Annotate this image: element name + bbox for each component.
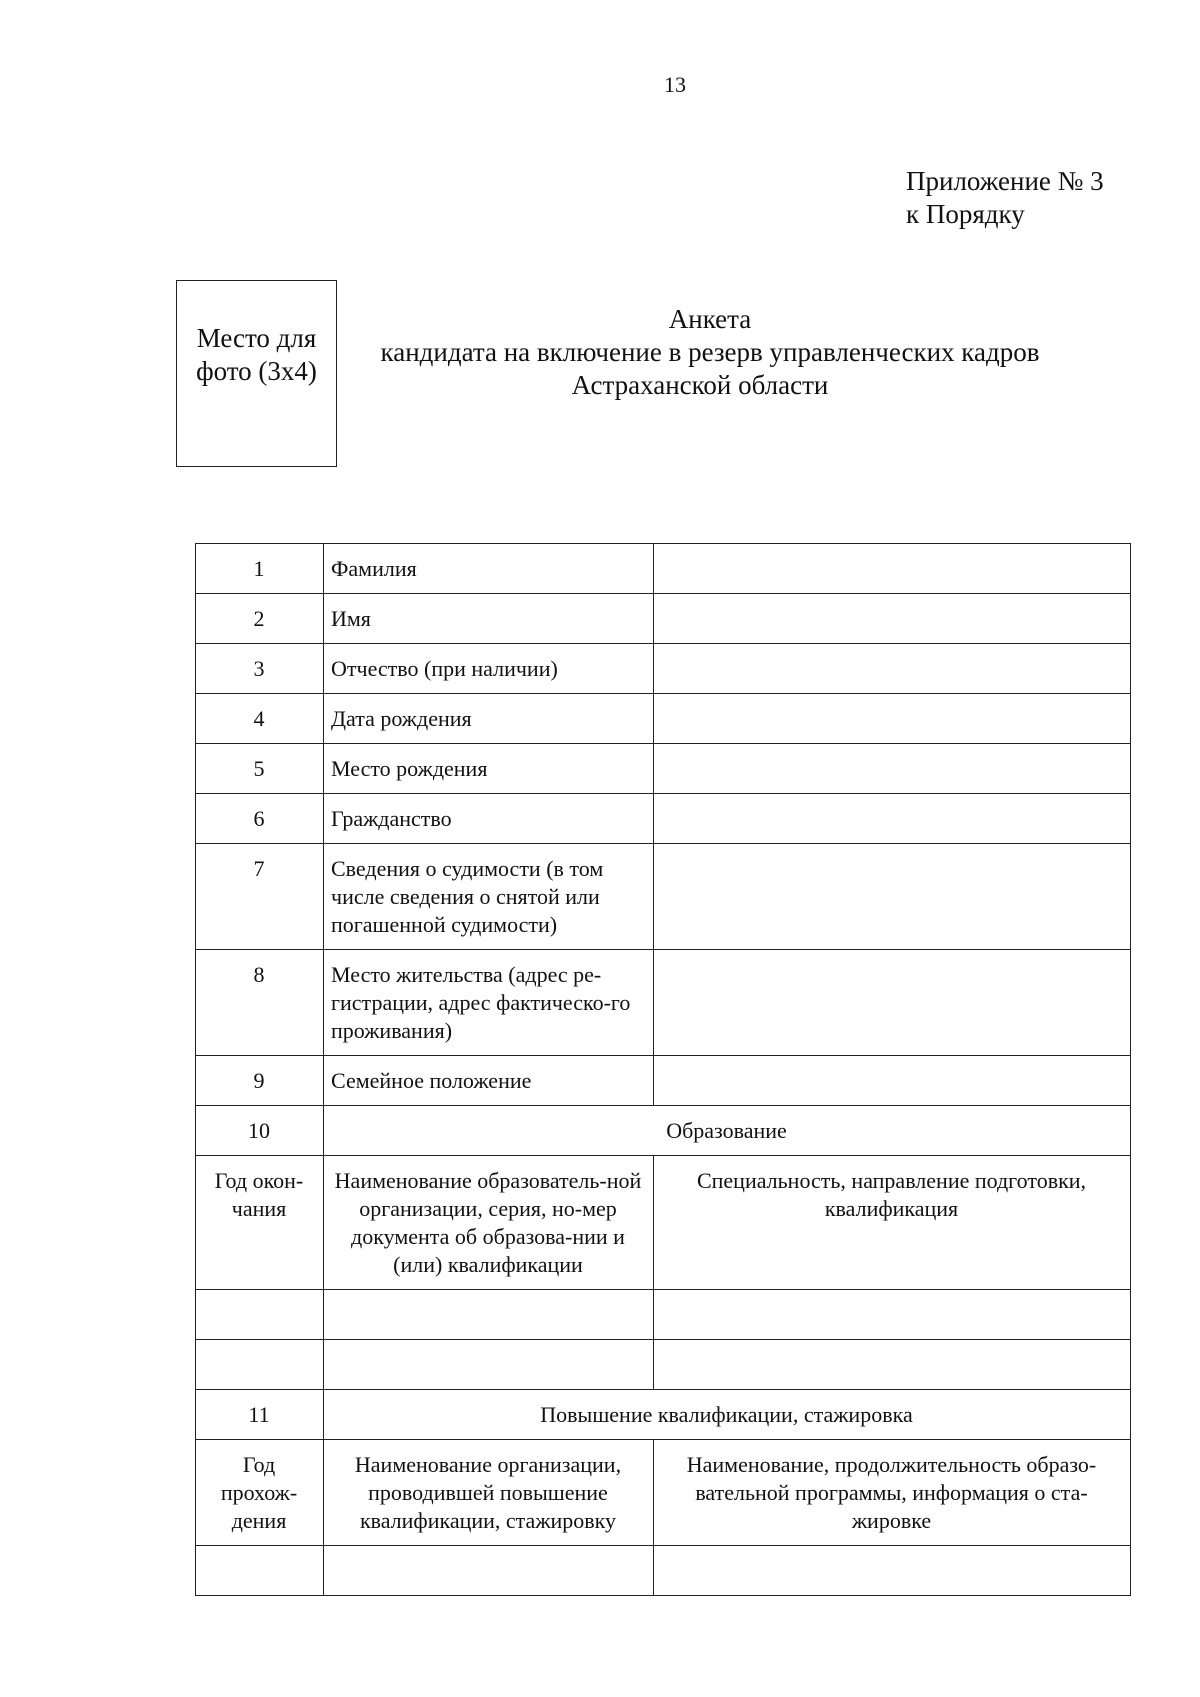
table-row (196, 594, 1131, 644)
answer-cell[interactable] (654, 1290, 1131, 1340)
table-row (196, 744, 1131, 794)
col-header-graduation-year: Год окон-чания (196, 1156, 324, 1290)
appendix-line-1: Приложение № 3 (906, 166, 1104, 196)
row-number: 9 (196, 1056, 324, 1106)
table-row (196, 844, 1131, 950)
appendix-line-2: к Порядку (906, 199, 1025, 229)
training-columns-row (196, 1440, 1131, 1546)
row-number: 10 (196, 1106, 324, 1156)
training-header-row (196, 1390, 1131, 1440)
col-header-institution: Наименование образователь-ной организации, серия, но-мер документа об образова-нии и (или) квалификации (324, 1156, 654, 1290)
answer-cell[interactable] (654, 694, 1131, 744)
answer-cell[interactable] (654, 794, 1131, 844)
answer-cell[interactable] (324, 1290, 654, 1340)
row-number: 8 (196, 950, 324, 1056)
answer-cell[interactable] (654, 744, 1131, 794)
row-number: 5 (196, 744, 324, 794)
education-entry-row (196, 1290, 1131, 1340)
answer-cell[interactable] (654, 544, 1131, 594)
answer-cell[interactable] (654, 644, 1131, 694)
education-entry-row (196, 1340, 1131, 1390)
col-header-training-organization: Наименование организации, проводившей повышение квалификации, стажировку (324, 1440, 654, 1546)
answer-cell[interactable] (324, 1546, 654, 1596)
photo-line-2: фото (3х4) (196, 356, 317, 386)
row-label: Место рождения (324, 744, 654, 794)
answer-cell[interactable] (654, 950, 1131, 1056)
title-line-1: Анкета (668, 304, 752, 334)
answer-cell[interactable] (196, 1290, 324, 1340)
table-row (196, 950, 1131, 1056)
title-line-2: кандидата на включение в резерв управленческих кадров (380, 337, 1040, 367)
row-number: 4 (196, 694, 324, 744)
answer-cell[interactable] (324, 1340, 654, 1390)
page-number: 13 (664, 72, 686, 97)
answer-cell[interactable] (196, 1340, 324, 1390)
section-title-education: Образование (324, 1106, 1131, 1156)
col-header-specialty: Специальность, направление подготовки, квалификация (654, 1156, 1131, 1290)
section-title-training: Повышение квалификации, стажировка (324, 1390, 1131, 1440)
answer-cell[interactable] (654, 1340, 1131, 1390)
table-row (196, 1056, 1131, 1106)
row-label: Сведения о судимости (в том числе сведения о снятой или погашенной судимости) (324, 844, 654, 950)
photo-placeholder-box (176, 280, 337, 467)
row-label: Отчество (при наличии) (324, 644, 654, 694)
questionnaire-table (195, 543, 1131, 1596)
row-label: Семейное положение (324, 1056, 654, 1106)
row-label: Место жительства (адрес ре-гистрации, адрес фактическо-го проживания) (324, 950, 654, 1056)
row-number: 1 (196, 544, 324, 594)
table-row (196, 694, 1131, 744)
table-row (196, 644, 1131, 694)
photo-line-1: Место для (196, 323, 317, 353)
row-number: 6 (196, 794, 324, 844)
answer-cell[interactable] (196, 1546, 324, 1596)
col-header-program: Наименование, продолжительность образо-вательной программы, информация о ста-жировке (654, 1440, 1131, 1546)
row-label: Гражданство (324, 794, 654, 844)
education-header-row (196, 1106, 1131, 1156)
answer-cell[interactable] (654, 1546, 1131, 1596)
answer-cell[interactable] (654, 1056, 1131, 1106)
answer-cell[interactable] (654, 844, 1131, 950)
row-label: Имя (324, 594, 654, 644)
title-line-3: Астраханской области (571, 370, 829, 400)
col-header-training-year: Год прохож-дения (196, 1440, 324, 1546)
row-number: 7 (196, 844, 324, 950)
table-row (196, 544, 1131, 594)
row-number: 11 (196, 1390, 324, 1440)
table-row (196, 794, 1131, 844)
form-title (350, 303, 1070, 402)
answer-cell[interactable] (654, 594, 1131, 644)
row-number: 3 (196, 644, 324, 694)
row-label: Фамилия (324, 544, 654, 594)
education-columns-row (196, 1156, 1131, 1290)
row-label: Дата рождения (324, 694, 654, 744)
training-entry-row (196, 1546, 1131, 1596)
row-number: 2 (196, 594, 324, 644)
appendix-header (906, 165, 1104, 231)
